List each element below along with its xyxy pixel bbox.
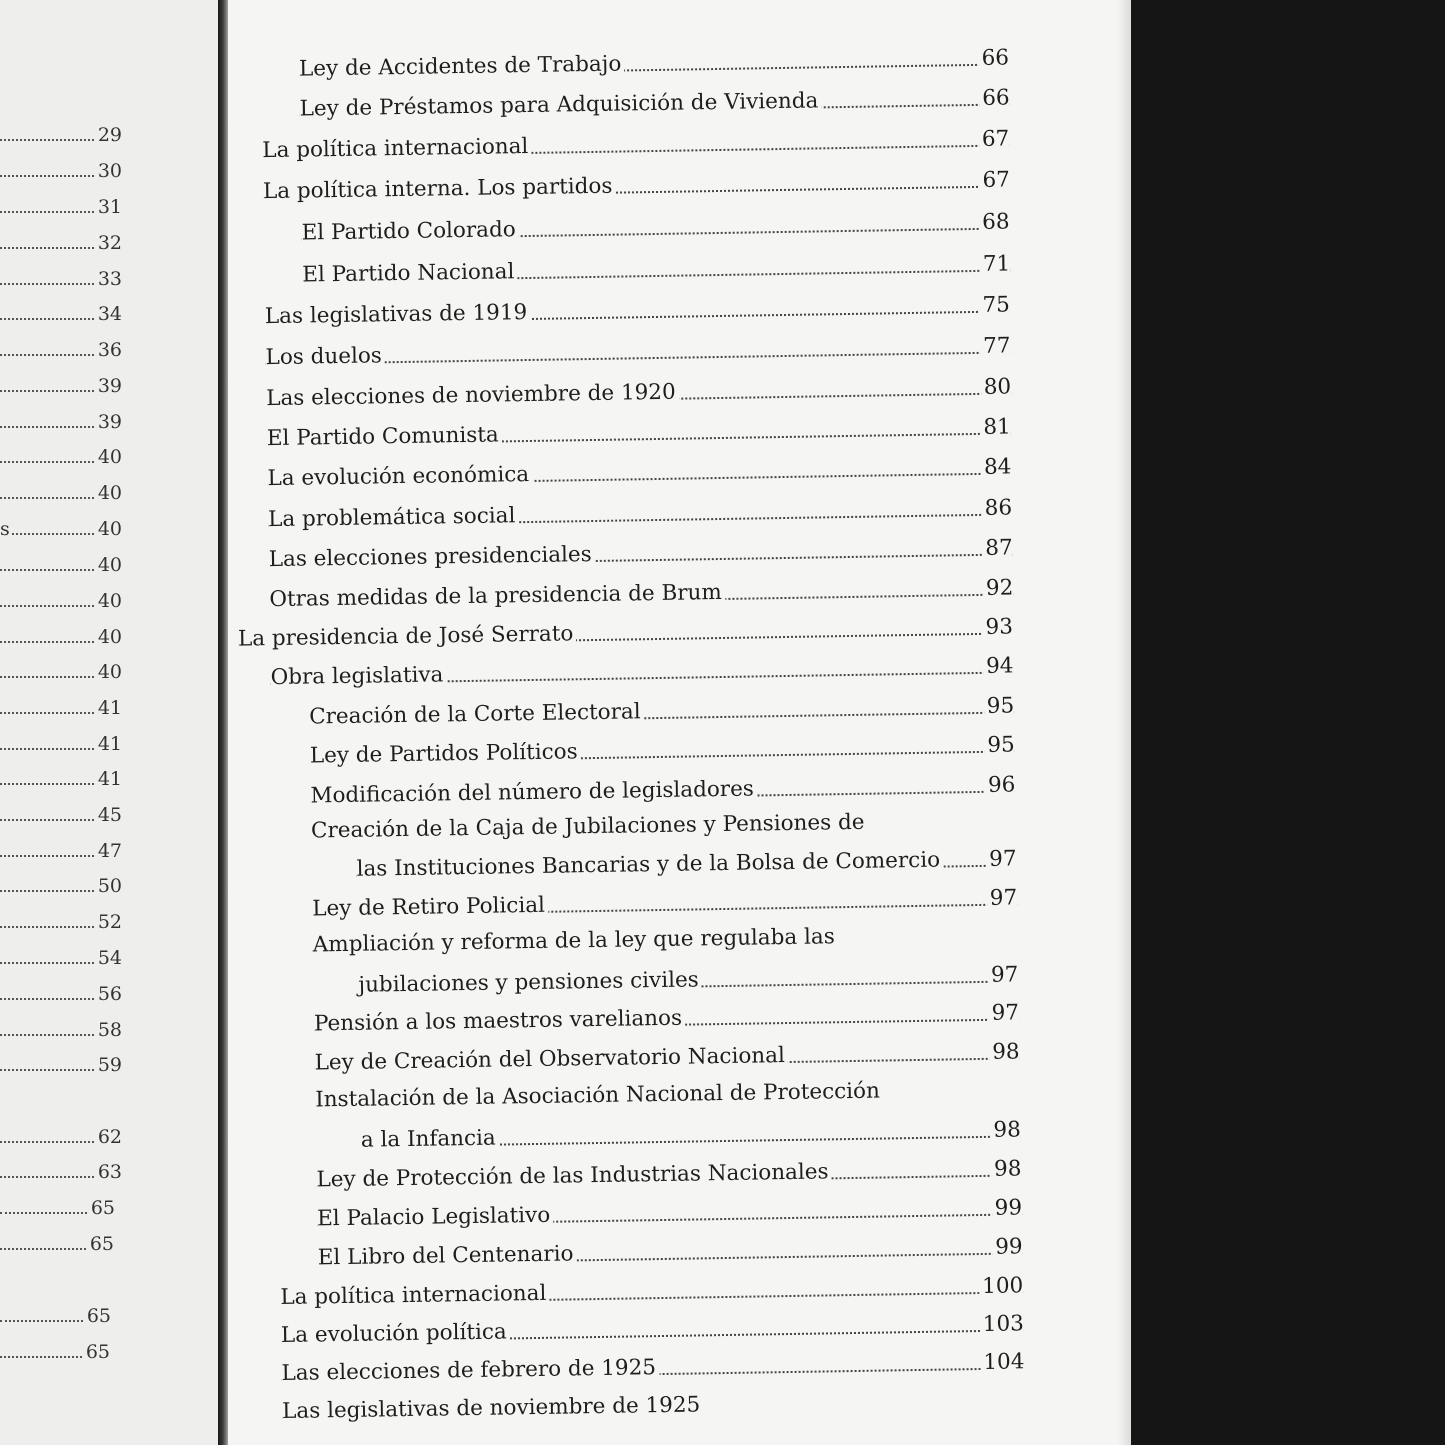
left-toc-page: 62 [97, 1126, 122, 1148]
toc-entry-page: 97 [988, 1000, 1019, 1025]
toc-entry [267, 448, 1011, 494]
toc-entry [282, 1386, 702, 1427]
left-toc-row [0, 262, 122, 292]
toc-entry-title: Obra legislativa [270, 662, 446, 690]
toc-entry-title: La política internacional [262, 134, 531, 163]
toc-entry-title: El Palacio Legislativo [317, 1203, 553, 1232]
toc-entry [265, 286, 1010, 332]
toc-entry-page: 80 [981, 374, 1012, 399]
toc-entry-title: Instalación de la Asociación Nacional de Protección [315, 1078, 881, 1113]
left-toc-row [0, 190, 122, 220]
left-toc-row [0, 620, 122, 650]
left-toc-page: 41 [97, 733, 122, 755]
left-page [0, 0, 218, 1445]
toc-entry-page: 75 [979, 292, 1010, 317]
left-toc-page: 34 [97, 303, 122, 325]
toc-entry-page: 99 [992, 1234, 1023, 1259]
toc-entry-page: 95 [984, 732, 1015, 757]
toc-entry [310, 766, 1015, 811]
toc-entry-title: Ley de Creación del Observatorio Nacional [314, 1043, 788, 1075]
toc-entry-title: La presidencia de José Serrato [238, 621, 577, 651]
left-toc-page: 56 [97, 983, 122, 1005]
left-toc-page: 45 [97, 804, 122, 826]
toc-entry [263, 161, 1010, 207]
left-toc-row [0, 1048, 122, 1078]
left-toc-page: 54 [97, 947, 122, 969]
toc-entry-page: 71 [980, 251, 1011, 276]
left-toc-page: 40 [97, 446, 122, 468]
left-toc-page: 41 [97, 768, 122, 790]
toc-entry-page: 96 [985, 772, 1016, 797]
toc-entry [270, 647, 1013, 693]
toc-entry-title: Ley de Préstamos para Adquisición de Vivienda [299, 88, 821, 121]
toc-entry-page: 66 [979, 85, 1010, 110]
left-toc-page: 52 [97, 911, 122, 933]
toc-entry [317, 1189, 1022, 1234]
left-toc-row [0, 405, 122, 435]
left-toc-row [0, 1155, 122, 1185]
table-of-contents [228, 0, 1131, 1445]
left-toc-row [0, 369, 122, 399]
toc-entry [238, 608, 1013, 654]
toc-entry [314, 1033, 1019, 1078]
left-toc-row [0, 869, 122, 899]
left-toc-row [0, 727, 122, 757]
toc-entry [281, 1343, 1024, 1389]
left-toc-page: 40 [97, 554, 122, 576]
left-toc-page: 41 [97, 697, 122, 719]
toc-entry [299, 79, 1009, 124]
toc-entry-title: Las elecciones presidenciales [269, 542, 595, 572]
left-toc-row [0, 476, 122, 506]
toc-entry [302, 245, 1010, 290]
toc-entry [310, 726, 1015, 771]
toc-entry-page: 77 [980, 333, 1011, 358]
left-toc-row [0, 691, 122, 721]
toc-entry-title: El Partido Comunista [267, 422, 502, 451]
left-toc-page: 58 [97, 1019, 122, 1041]
left-toc-row [0, 1227, 114, 1257]
toc-entry-page: 68 [979, 209, 1010, 234]
toc-entry-title: La evolución política [281, 1319, 510, 1348]
toc-entry-title: La evolución económica [267, 462, 532, 491]
left-toc-page: 65 [85, 1341, 110, 1363]
toc-entry-page: 84 [981, 454, 1012, 479]
left-toc-row [0, 941, 122, 971]
toc-entry-title: Pensión a los maestros varelianos [314, 1006, 685, 1037]
toc-entry-title: Ampliación y reforma de la ley que regulaba las [312, 924, 835, 958]
toc-entry [312, 879, 1017, 924]
toc-entry-title: Otras medidas de la presidencia de Brum [269, 580, 725, 612]
toc-entry [317, 1228, 1022, 1273]
toc-entry-page: 103 [980, 1311, 1024, 1337]
toc-entry-page: 93 [982, 614, 1013, 639]
toc-entry-page: 67 [979, 167, 1010, 192]
toc-entry-page: 97 [986, 846, 1017, 871]
left-toc-page: 31 [97, 196, 122, 218]
toc-entry-title: Creación de la Caja de Jubilaciones y Pensiones de [310, 809, 865, 844]
left-toc-page: 47 [97, 840, 122, 862]
toc-entry-title: Ley de Accidentes de Trabajo [299, 51, 625, 81]
toc-entry [266, 368, 1011, 414]
toc-entry-page: 86 [981, 495, 1012, 520]
left-toc-page: 65 [89, 1233, 114, 1255]
left-toc-page: 59 [97, 1054, 122, 1076]
toc-entry-title: Ley de Partidos Políticos [310, 739, 581, 768]
toc-entry [268, 529, 1012, 575]
left-toc-row [0, 1299, 111, 1329]
toc-entry-title: La política internacional [280, 1281, 549, 1310]
toc-entry [316, 1150, 1021, 1195]
toc-entry-title: Los duelos [265, 343, 385, 370]
left-toc-row [0, 762, 122, 792]
toc-entry-title: Las legislativas de 1919 [265, 300, 531, 329]
left-toc-page: 30 [97, 160, 122, 182]
toc-entry [269, 569, 1013, 615]
toc-entry [301, 203, 1009, 248]
toc-entry [265, 327, 1010, 373]
left-toc-page: 40 [97, 626, 122, 648]
toc-entry-page: 87 [982, 535, 1013, 560]
left-toc-title-fragment: s [0, 518, 10, 540]
left-toc-page: 39 [97, 411, 122, 433]
left-toc-row [0, 977, 122, 1007]
left-toc-page: 63 [97, 1161, 122, 1183]
left-toc-row [0, 1335, 110, 1365]
left-toc-page: 29 [97, 124, 122, 146]
left-toc-row [0, 226, 122, 256]
toc-entry-page: 97 [988, 962, 1019, 987]
left-toc-page: 50 [97, 875, 122, 897]
toc-entry [314, 994, 1019, 1039]
toc-entry-title: Creación de la Corte Electoral [309, 699, 644, 729]
toc-entry [309, 687, 1014, 732]
left-toc-page: 32 [97, 232, 122, 254]
left-toc-row [0, 512, 122, 542]
toc-entry-title: El Libro del Centenario [318, 1241, 577, 1270]
left-toc-page: 40 [97, 661, 122, 683]
toc-entry-page: 95 [984, 693, 1015, 718]
left-toc-row [0, 154, 122, 184]
toc-entry-page: 97 [987, 885, 1018, 910]
left-toc-row [0, 798, 122, 828]
left-toc-page: 65 [86, 1305, 111, 1327]
left-toc-page: 36 [97, 339, 122, 361]
toc-entry-page: 104 [980, 1349, 1024, 1375]
toc-entry-title: La política interna. Los partidos [263, 174, 616, 205]
toc-entry-page: 98 [990, 1117, 1021, 1142]
left-toc-page: 40 [97, 518, 122, 540]
left-toc-row [0, 584, 122, 614]
left-toc-page: 33 [97, 268, 122, 290]
toc-entry-title: El Partido Nacional [302, 259, 517, 287]
toc-entry-title: Las elecciones de febrero de 1925 [281, 1355, 659, 1386]
toc-entry-title-continuation: las Instituciones Bancarias y de la Bolsa de Comercio [356, 848, 943, 882]
toc-entry [262, 120, 1009, 166]
toc-entry-page: 98 [991, 1156, 1022, 1181]
toc-entry-title: Ley de Protección de las Industrias Nacionales [316, 1159, 831, 1192]
toc-entry-page: 66 [978, 45, 1009, 70]
toc-entry-title-continuation: a la Infancia [361, 1126, 499, 1153]
toc-entry [267, 408, 1011, 454]
toc-entry-page: 81 [980, 414, 1011, 439]
left-toc-row [0, 655, 122, 685]
toc-entry [268, 489, 1012, 535]
left-toc-row [0, 834, 122, 864]
toc-entry-title: Modificación del número de legisladores [310, 776, 757, 808]
toc-entry-page: 100 [979, 1273, 1023, 1299]
toc-entry-continuation [361, 1111, 1021, 1155]
left-toc-row [0, 1120, 122, 1150]
left-toc-page: 40 [97, 482, 122, 504]
toc-entry [299, 39, 1009, 84]
toc-entry-title: Ley de Retiro Policial [312, 893, 548, 922]
toc-entry-title: La problemática social [268, 503, 519, 532]
toc-entry-continuation [356, 840, 1016, 884]
left-toc-row [0, 333, 122, 363]
left-toc-row [0, 548, 122, 578]
left-toc-row [0, 440, 122, 470]
toc-entry-page: 92 [983, 575, 1014, 600]
toc-entry-page: 99 [991, 1195, 1022, 1220]
left-toc-row [0, 1013, 122, 1043]
toc-entry-title-continuation: jubilaciones y pensiones civiles [358, 967, 702, 997]
toc-entry-page: 98 [989, 1039, 1020, 1064]
toc-entry-title: Las legislativas de noviembre de 1925 [282, 1392, 704, 1424]
left-toc-page: 65 [90, 1197, 115, 1219]
left-toc-row [0, 905, 122, 935]
left-toc-row [0, 1191, 115, 1221]
left-toc-page: 40 [97, 590, 122, 612]
right-page [228, 0, 1131, 1445]
left-toc-row [0, 297, 122, 327]
toc-entry-page: 67 [979, 126, 1010, 151]
toc-entry-continuation [358, 956, 1018, 1000]
toc-entry-page: 94 [983, 653, 1014, 678]
toc-entry-title: El Partido Colorado [301, 217, 518, 245]
left-toc-row [0, 118, 122, 148]
toc-entry-title: Las elecciones de noviembre de 1920 [266, 380, 679, 411]
left-toc-page: 39 [97, 375, 122, 397]
